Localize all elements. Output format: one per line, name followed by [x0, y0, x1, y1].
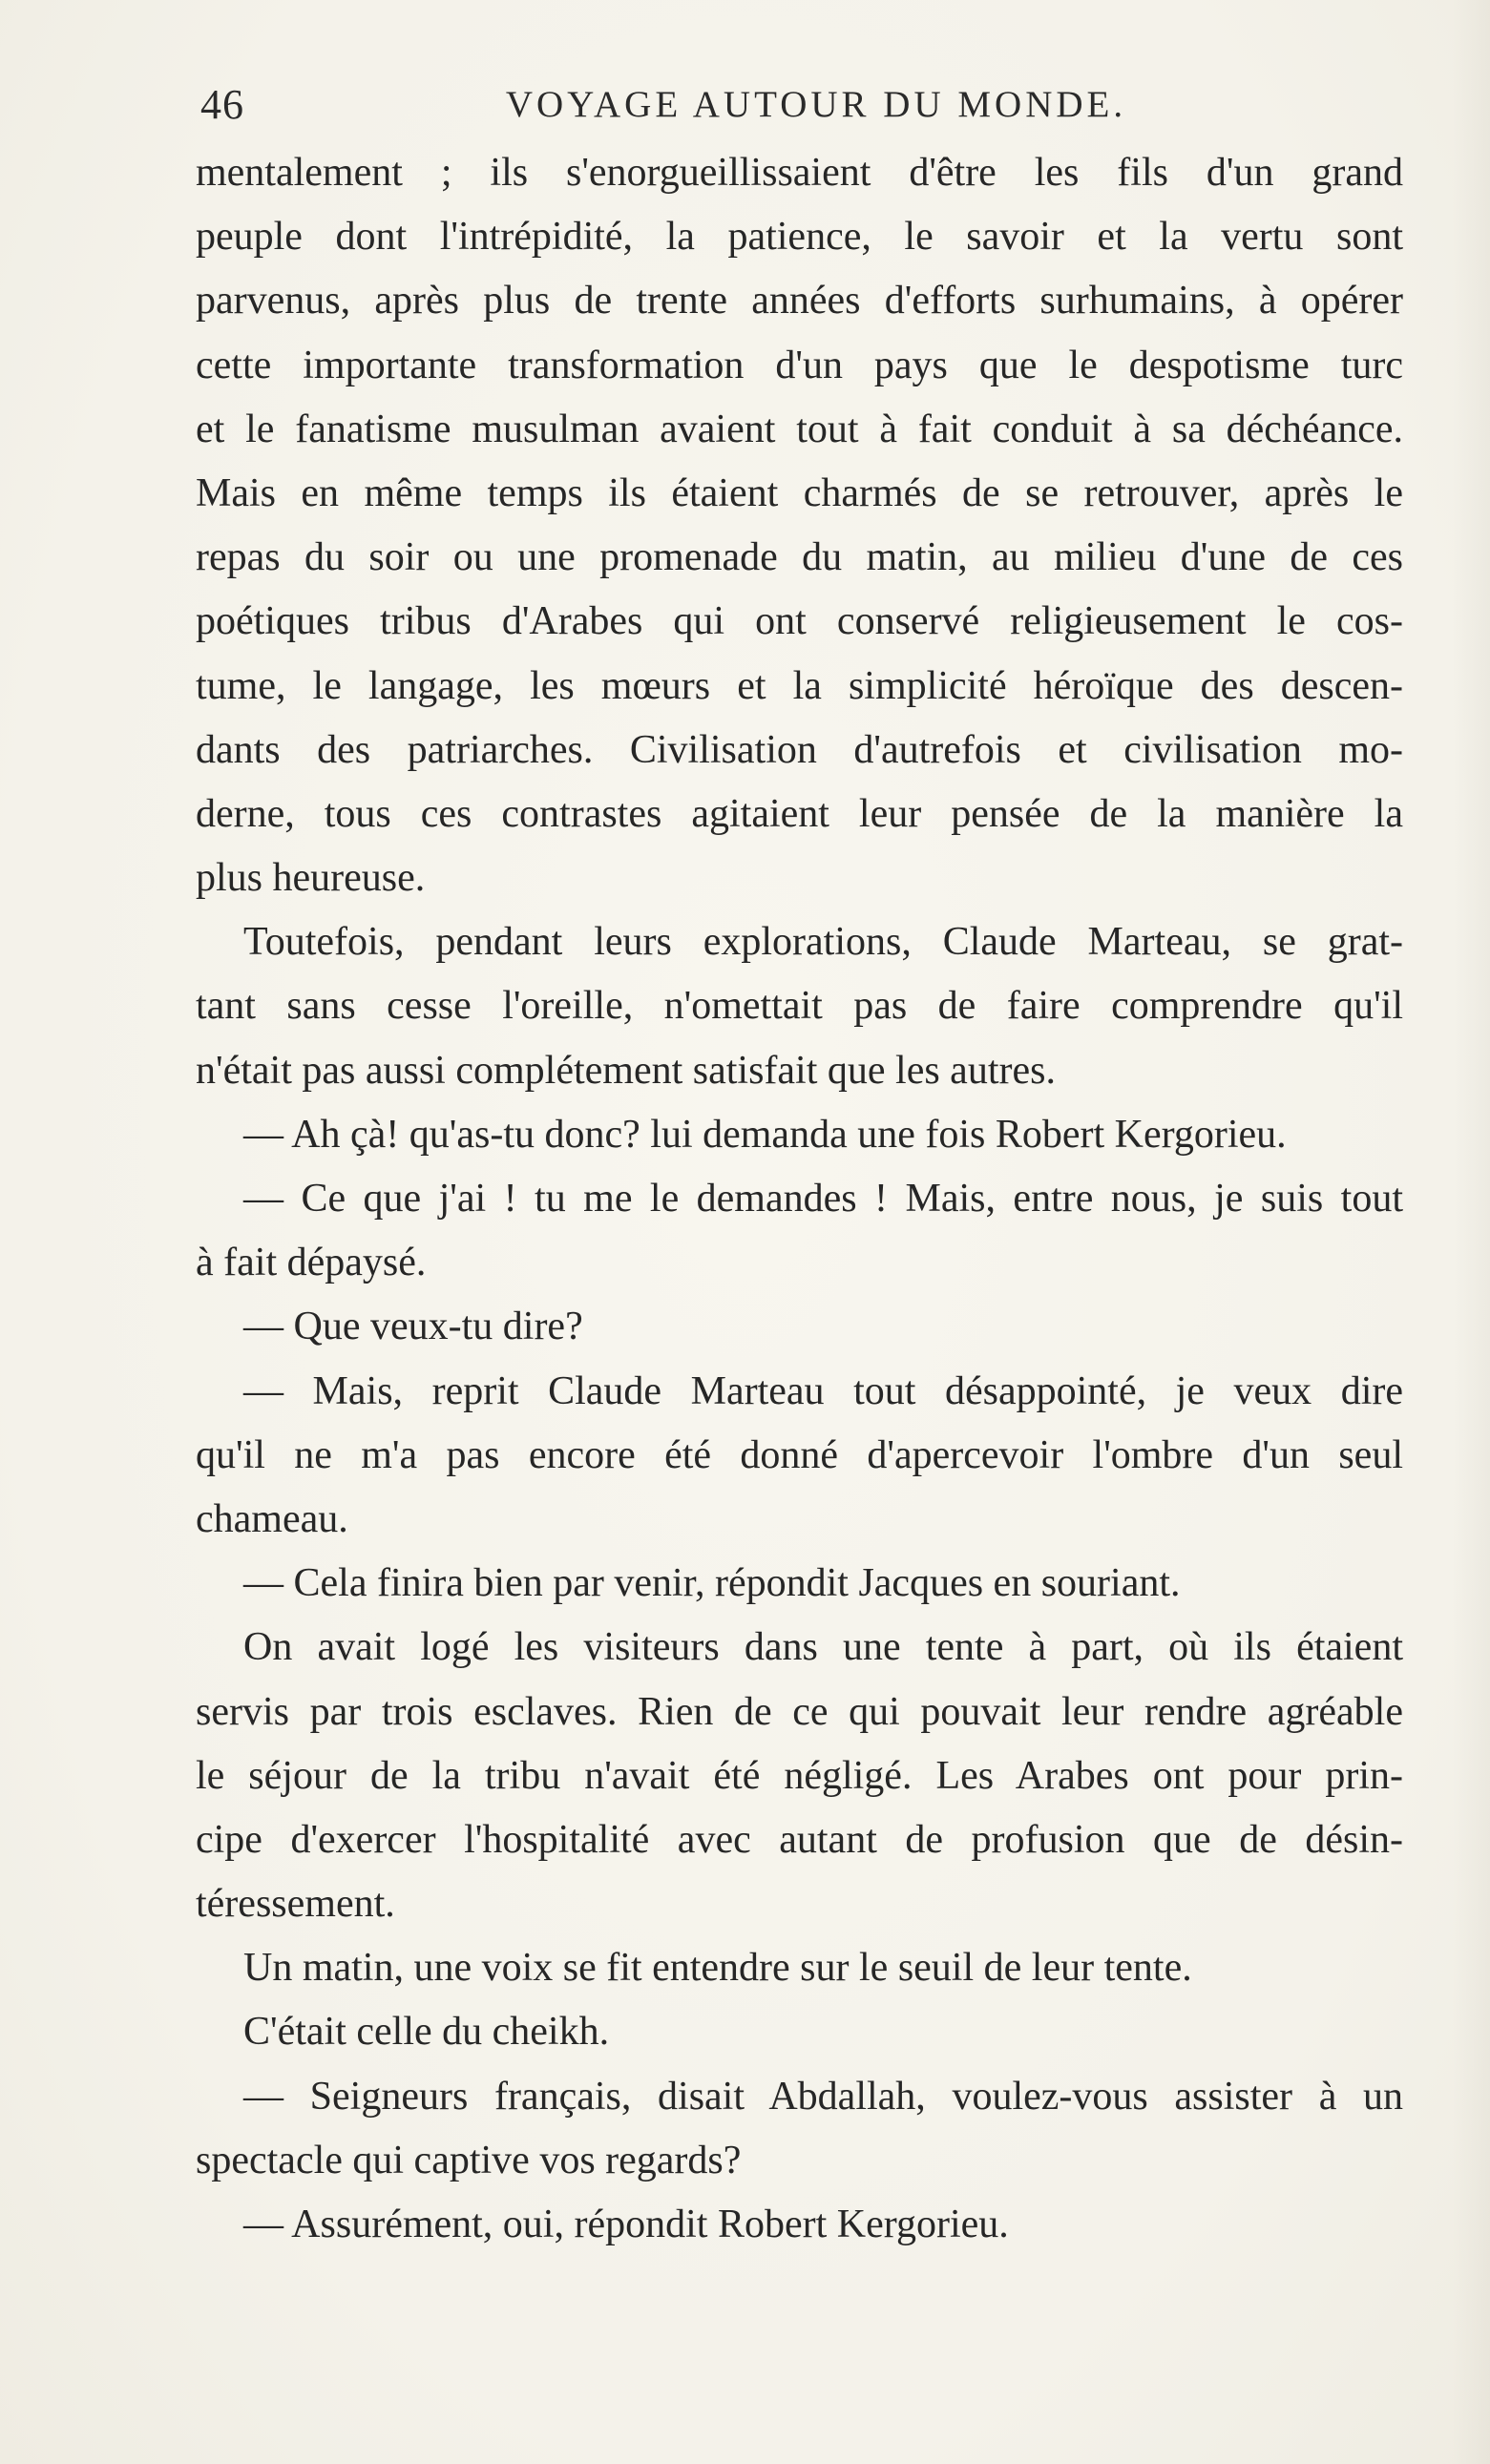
dialogue-line: — Mais, reprit Claude Marteau tout désappointé, je veux dire	[243, 1368, 1403, 1413]
text-line: repas du soir ou une promenade du matin, au milieu d'une de ces	[196, 535, 1403, 580]
text-line: Mais en même temps ils étaient charmés de se retrouver, après le	[196, 470, 1403, 515]
page-edge-shadow	[1452, 0, 1490, 2464]
text-line: tume, le langage, les mœurs et la simplicité héroïque des descen-	[196, 663, 1403, 708]
dialogue-line: — Ce que j'ai ! tu me le demandes ! Mais, entre nous, je suis tout	[243, 1177, 1403, 1221]
dialogue-line: — Assurément, oui, répondit Robert Kergorieu.	[243, 2203, 1009, 2246]
page-header	[196, 76, 1398, 134]
text-line: cette importante transformation d'un pays que le despotisme turc	[196, 343, 1403, 387]
text-line: dants des patriarches. Civilisation d'autrefois et civilisation mo-	[196, 727, 1403, 772]
text-line: spectacle qui captive vos regards?	[196, 2138, 742, 2182]
running-title: VOYAGE AUTOUR DU MONDE.	[505, 84, 1127, 125]
text-line: à fait dépaysé.	[196, 1241, 427, 1285]
text-line: n'était pas aussi complétement satisfait que les autres.	[196, 1048, 1056, 1093]
text-line: le séjour de la tribu n'avait été négligé. Les Arabes ont pour prin-	[196, 1753, 1403, 1798]
dialogue-line: — Ah çà! qu'as-tu donc? lui demanda une fois Robert Kergorieu.	[243, 1112, 1287, 1157]
text-line: cipe d'exercer l'hospitalité avec autant de profusion que de désin-	[196, 1817, 1403, 1862]
text-line: chameau.	[196, 1496, 348, 1541]
paragraph-start-line: C'était celle du cheikh.	[243, 2010, 610, 2055]
text-line: tant sans cesse l'oreille, n'omettait pas de faire comprendre qu'il	[196, 984, 1403, 1029]
text-line: poétiques tribus d'Arabes qui ont conservé religieusement le cos-	[196, 599, 1403, 644]
paragraph-start-line: Toutefois, pendant leurs explorations, Claude Marteau, se grat-	[243, 920, 1403, 965]
text-line: peuple dont l'intrépidité, la patience, le savoir et la vertu sont	[196, 215, 1403, 260]
text-line: téressement.	[196, 1882, 395, 1927]
body-text	[196, 141, 1403, 2257]
paragraph-start-line: Un matin, une voix se fit entendre sur le seuil de leur tente.	[243, 1946, 1192, 1991]
text-line: qu'il ne m'a pas encore été donné d'apercevoir l'ombre d'un seul	[196, 1432, 1403, 1477]
text-line: derne, tous ces contrastes agitaient leur pensée de la manière la	[196, 791, 1403, 836]
page-number: 46	[200, 81, 244, 128]
text-line: et le fanatisme musulman avaient tout à fait conduit à sa déchéance.	[196, 407, 1403, 451]
dialogue-line: — Que veux-tu dire?	[243, 1305, 583, 1349]
dialogue-line: — Cela finira bien par venir, répondit Jacques en souriant.	[243, 1561, 1181, 1606]
text-line: plus heureuse.	[196, 856, 426, 901]
text-line: parvenus, après plus de trente années d'efforts surhumains, à opérer	[196, 279, 1403, 324]
text-line: mentalement ; ils s'enorgueillissaient d'être les fils d'un grand	[196, 151, 1403, 195]
text-line: servis par trois esclaves. Rien de ce qui pouvait leur rendre agréable	[196, 1689, 1403, 1734]
paragraph-start-line: On avait logé les visiteurs dans une tente à part, où ils étaient	[243, 1625, 1403, 1670]
dialogue-line: — Seigneurs français, disait Abdallah, voulez-vous assister à un	[243, 2074, 1403, 2119]
